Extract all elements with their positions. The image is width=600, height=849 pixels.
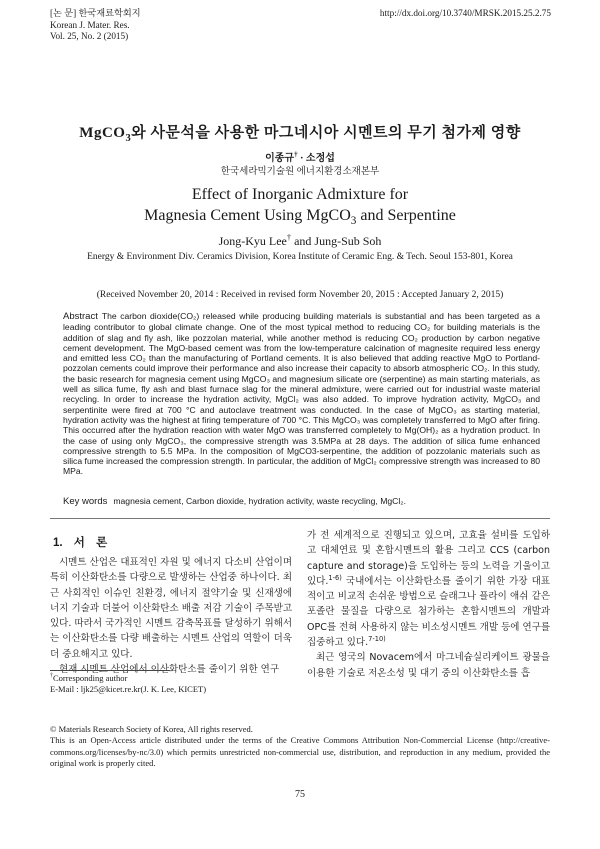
- citation-7-10: 7-10): [368, 634, 386, 643]
- korean-authors: [0, 149, 600, 164]
- intro-paragraph-3-a: 가 전 세계적으로 진행되고 있으며, 고효율 설비를 도입하고 대체연료 및 혼합시멘트의 활용 그리고 CCS (carbon capture and storage)을 도입하는 등의 노력을 기울이고 있다.: [307, 530, 550, 587]
- intro-right-column: [307, 528, 550, 681]
- section-divider: [50, 518, 550, 519]
- english-title: [0, 184, 600, 226]
- korean-title: [0, 121, 600, 142]
- license-text: This is an Open-Access article distributed under the terms of the Creative Commons Attribution Non-Commercial License (http://creative-commons.org/licenses/by-nc/3.0) which permits unrestricted non-commercial use, distribution, and reproduction in any medium, provided the original work is properly cited.: [50, 735, 550, 768]
- abstract-text: The carbon dioxide(CO₂) released while producing building materials is substantial and has been targeted as a leading contributor to global climate change. One of the most typical method to reducing CO₂ for building materials is the addition of slag and fly ash, like pozzolan material, while another method is reducing CO₂ production by carbon negative cement development. The MgO-based cement was from the low-temperature calcination of magnesite required less energy and emitted less CO₂ than the manufacturing of Portland cements. It is also believed that adding reactive MgO to Portland-pozzolan cements could improve their performance and also increase their capacity to absorb atmospheric CO₂. In this study, the basic research for magnesia cement using MgCO₃ and magnesium silicate ore (serpentine) as main starting materials, as well as silica fume, fly ash and blast furnace slag for the mineral admixture, were carried out for industrial waste material recycling. In order to increase the hydration activity, MgCl₂ was also added. To improve hydration activity, MgCO₃ and serpentinite were fired at 700 °C and autoclave treatment was conducted. In the case of MgCO₃ as starting material, hydration activity was the highest at firing temperature of 700 °C. This MgCO₃ was completely transferred to MgO after firing. This occurred after the hydration reaction with water MgO was transferred completely to Mg(OH)₂ as a hydration product. In the case of using only MgCO₃, the compressive strength was 3.5MPa at 28 days. The addition of silica fume enhanced compressive strength to 5.5 MPa. In the composition of MgCO3-serpentine, the addition of pozzolanic materials such as silica fume increased the compression strength. In particular, the addition of MgCl₂ compressive strength was increased to 80 MPa.: [63, 311, 540, 477]
- english-corresponding-mark: †: [286, 233, 292, 242]
- footnote-email: E-Mail : ljk25@kicet.re.kr(J. K. Lee, KICET): [50, 684, 207, 694]
- journal-header-line-3: Vol. 25, No. 2 (2015): [50, 31, 129, 41]
- footnote-mark: †: [50, 673, 53, 680]
- english-title-line-1: Effect of Inorganic Admixture for: [191, 186, 409, 203]
- english-authors: [0, 234, 600, 249]
- copyright-notice: [50, 724, 550, 769]
- english-author-2: and Jung-Sub Soh: [291, 234, 382, 248]
- footnote-line-1: [50, 673, 206, 684]
- footnote-corresponding: Corresponding author: [52, 673, 128, 683]
- korean-author-1: 이종규: [265, 153, 295, 164]
- page-number: 75: [295, 789, 305, 800]
- english-title-line-2: [0, 205, 600, 226]
- footnote: [50, 673, 206, 695]
- intro-paragraph-2: 현재 시멘트 산업에서 이산화탄소를 줄이기 위한 연구: [59, 664, 280, 676]
- copyright-line-1: © Materials Research Society of Korea, All rights reserved.: [50, 724, 253, 734]
- journal-header: [50, 8, 141, 43]
- citation-1-6: 1-6): [328, 573, 342, 582]
- english-title-line-2-pre: Magnesia Cement Using MgCO: [144, 207, 351, 224]
- korean-author-2: · 소정섭: [297, 153, 335, 164]
- intro-paragraph-3-b: 국내에서는 이산화탄소를 줄이기 위한 가장 대표적이고 비교적 손쉬운 방법으로 슬래그나 플라이 애쉬 같은 포졸란 물질을 다량으로 첨가하는 혼합시멘트의 개발과 OPC를 전혀 사용하지 않는 비소성시멘트 개발 등에 연구를 집중하고 있다.: [307, 575, 550, 649]
- journal-header-line-1: [논 문] 한국재료학회지: [50, 8, 141, 18]
- keywords-label: Key words: [63, 496, 108, 507]
- abstract-label: Abstract: [63, 311, 98, 322]
- english-affiliation: Energy & Environment Div. Ceramics Division, Korea Institute of Ceramic Eng. & Tech. Seoul 153-801, Korea: [87, 252, 513, 262]
- korean-title-sub: 3: [125, 133, 132, 144]
- received-dates: (Received November 20, 2014 : Received in revised form November 20, 2015 : Accepted January 2, 2015): [96, 290, 504, 300]
- korean-affiliation: 한국세라믹기술원 에너지환경소재본부: [220, 167, 380, 177]
- section-heading-introduction: 1. 서 론: [53, 537, 108, 549]
- intro-paragraph-1: 시멘트 산업은 대표적인 자원 및 에너지 다소비 산업이며 특히 이산화탄소를 다량으로 발생하는 산업중 하나이다. 최근 사회적인 이슈인 친환경, 에너지 절약기술 및 신재생에너지 기술과 더불어 이산화탄소 배출 저감 기술이 주목받고 있다. 따라서 국가적인 시멘트 감축목표를 달성하기 위해서는 이산화탄소를 다량 배출하는 시멘트 산업의 역할이 더욱 더 중요해지고 있다.: [50, 557, 292, 660]
- korean-title-pre: MgCO: [79, 125, 126, 141]
- journal-header-line-2: Korean J. Mater. Res.: [50, 19, 130, 30]
- keywords: [63, 496, 540, 507]
- english-title-line-2-sub: 3: [350, 215, 357, 228]
- abstract: [63, 311, 540, 477]
- english-title-line-2-post: and Serpentine: [356, 207, 456, 224]
- intro-paragraph-4: 최근 영국의 Novacem에서 마그네슘실리케이트 광물을 이용한 기술로 저온소성 및 대기 중의 이산화탄소를 흡: [307, 652, 550, 679]
- korean-title-post: 와 사문석을 사용한 마그네시아 시멘트의 무기 첨가제 영향: [131, 125, 521, 141]
- intro-paragraph-3: [307, 528, 550, 650]
- keywords-text: magnesia cement, Carbon dioxide, hydration activity, waste recycling, MgCl₂.: [113, 496, 406, 506]
- english-author-1: Jong-Kyu Lee: [218, 234, 287, 248]
- corresponding-mark: †: [294, 150, 298, 159]
- doi-link[interactable]: http://dx.doi.org/10.3740/MRSK.2015.25.2.75: [379, 8, 551, 18]
- footnote-rule: [50, 670, 170, 671]
